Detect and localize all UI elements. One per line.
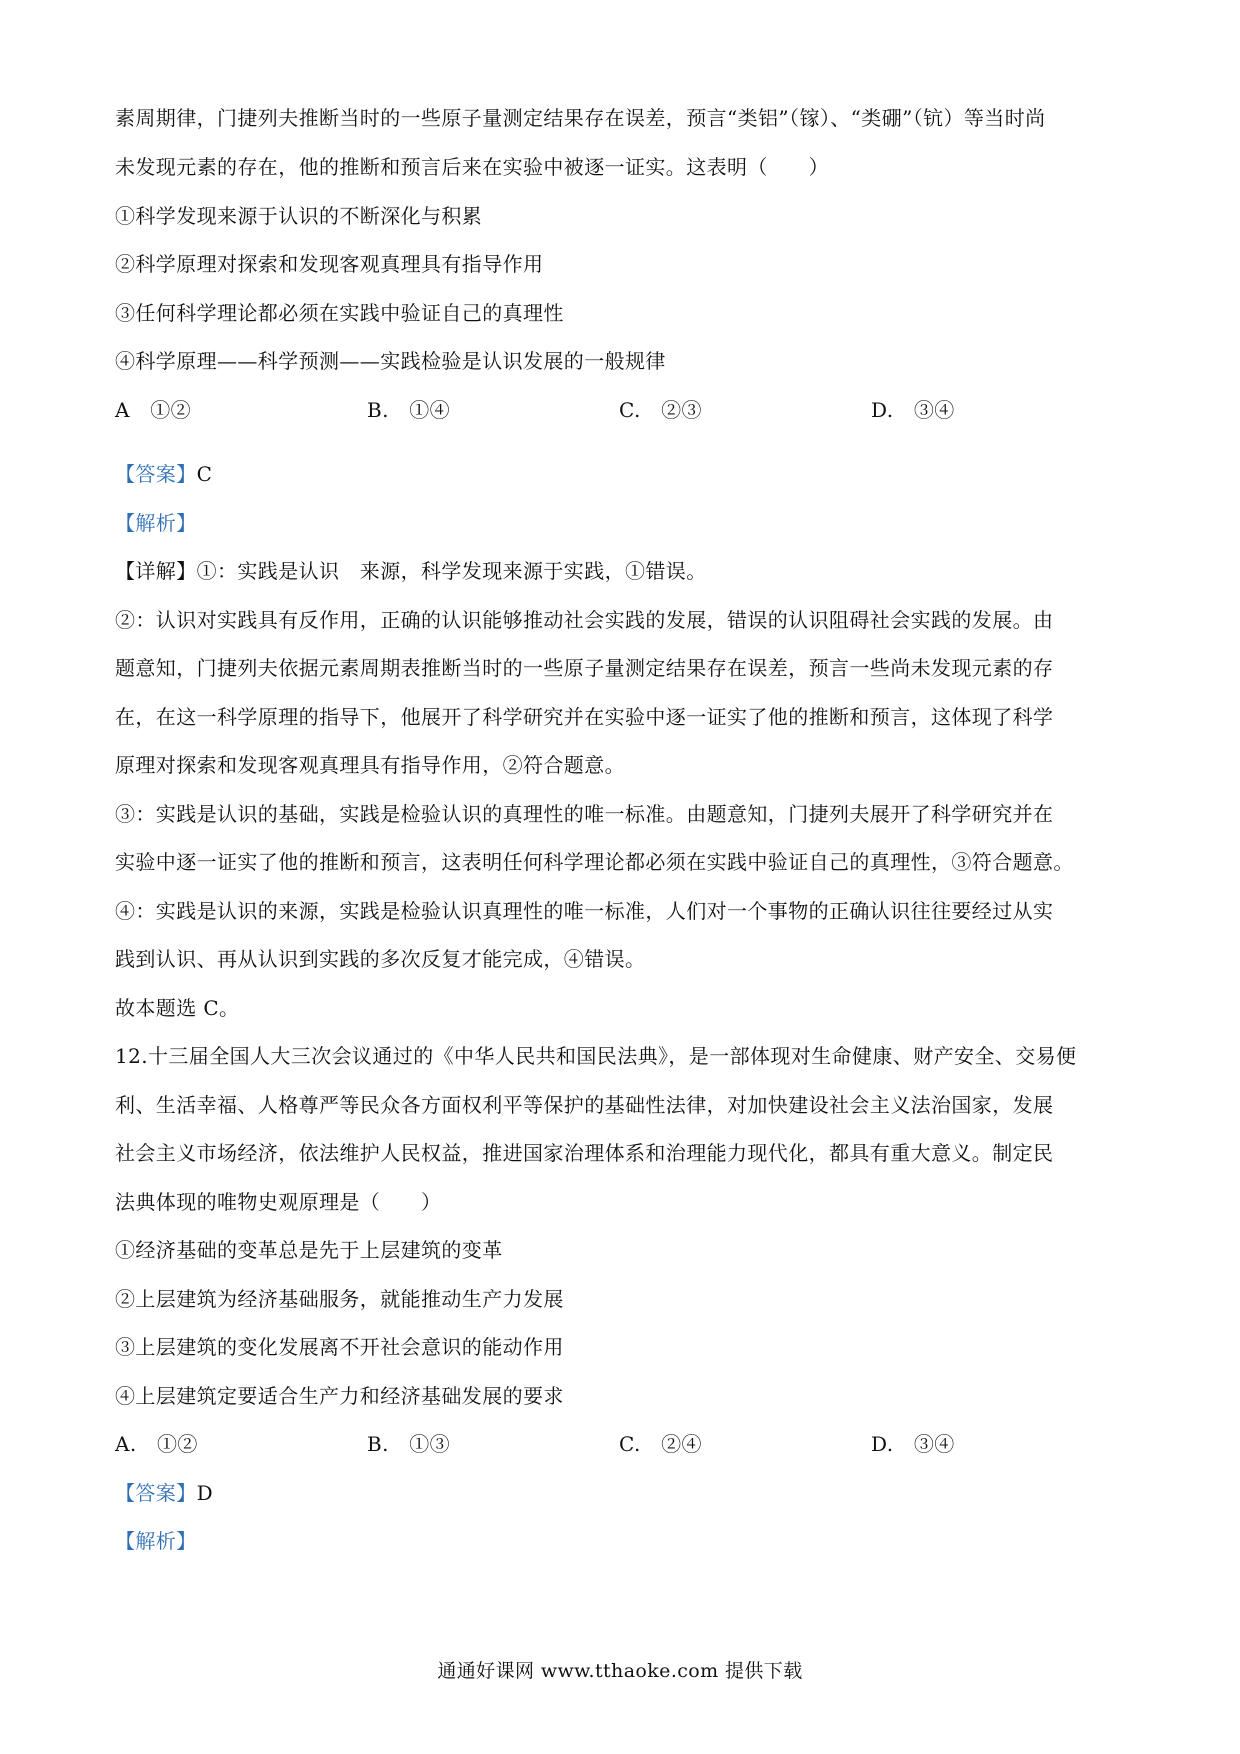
q11-stem-line-1: 素周期律，门捷列夫推断当时的一些原子量测定结果存在误差，预言“类铝”（镓）、“类硼”（钪）等当时尚 xyxy=(115,106,1046,130)
q11-answer-tag: 【答案】 xyxy=(115,462,197,486)
q12-stem-line-2: 利、生活幸福、人格尊严等民众各方面权利平等保护的基础性法律，对加快建设社会主义法治国家，发展 xyxy=(115,1093,1054,1117)
q11-detail-line-4: 在，在这一科学原理的指导下，他展开了科学研究并在实验中逐一证实了他的推断和预言，这体现了科学 xyxy=(115,705,1054,729)
q11-option-c: C. ②③ xyxy=(619,398,702,422)
q12-option-b: B. ①③ xyxy=(367,1432,451,1456)
q12-answer xyxy=(115,1479,1135,1507)
q11-detail-line-6: ③：实践是认识的基础，实践是检验认识的真理性的唯一标准。由题意知，门捷列夫展开了科学研究并在 xyxy=(115,802,1054,826)
q11-detail-line-1: 【详解】①：实践是认识 来源，科学发现来源于实践，①错误。 xyxy=(115,559,707,583)
q12-answer-tag: 【答案】 xyxy=(115,1481,197,1505)
q12-stem-line-4: 法典体现的唯物史观原理是（ ） xyxy=(115,1190,442,1214)
q11-stem-line-2: 未发现元素的存在，他的推断和预言后来在实验中被逐一证实。这表明（ ） xyxy=(115,155,829,179)
q12-item-2: ②上层建筑为经济基础服务，就能推动生产力发展 xyxy=(115,1287,564,1311)
q12-option-a: A. ①② xyxy=(115,1432,198,1456)
q12-item-4: ④上层建筑定要适合生产力和经济基础发展的要求 xyxy=(115,1384,564,1408)
q11-item-4: ④科学原理——科学预测——实践检验是认识发展的一般规律 xyxy=(115,349,666,373)
q12-answer-value: D xyxy=(196,1481,214,1505)
q11-detail-line-2: ②：认识对实践具有反作用，正确的认识能够推动社会实践的发展，错误的认识阻碍社会实践的发展。由 xyxy=(115,608,1054,632)
q12-analysis-tag: 【解析】 xyxy=(115,1529,197,1553)
q11-item-2: ②科学原理对探索和发现客观真理具有指导作用 xyxy=(115,252,544,276)
q12-option-d: D. ③④ xyxy=(871,1432,955,1456)
q11-option-a: A ①② xyxy=(115,398,192,422)
q11-item-3: ③任何科学理论都必须在实践中验证自己的真理性 xyxy=(115,301,564,325)
q11-detail-line-3: 题意知，门捷列夫依据元素周期表推断当时的一些原子量测定结果存在误差，预言一些尚未发现元素的存 xyxy=(115,656,1054,680)
q11-detail-line-7: 实验中逐一证实了他的推断和预言，这表明任何科学理论都必须在实践中验证自己的真理性，③符合题意。 xyxy=(115,850,1074,874)
q11-answer xyxy=(115,460,1135,488)
q11-detail-line-8: ④：实践是认识的来源，实践是检验认识真理性的唯一标准，人们对一个事物的正确认识往往要经过从实 xyxy=(115,899,1054,923)
q11-answer-value: C xyxy=(196,462,213,486)
q12-option-c: C. ②④ xyxy=(619,1432,702,1456)
page-footer: 通通好课网 www.tthaoke.com 提供下载 xyxy=(437,1660,803,1682)
q11-analysis-tag: 【解析】 xyxy=(115,511,197,535)
q11-detail-line-9: 践到认识、再从认识到实践的多次反复才能完成，④错误。 xyxy=(115,947,646,971)
q11-option-b: B. ①④ xyxy=(367,398,451,422)
q11-item-1: ①科学发现来源于认识的不断深化与积累 xyxy=(115,204,483,228)
q11-conclusion: 故本题选 C。 xyxy=(115,996,240,1020)
q12-item-1: ①经济基础的变革总是先于上层建筑的变革 xyxy=(115,1238,503,1262)
q12-item-3: ③上层建筑的变化发展离不开社会意识的能动作用 xyxy=(115,1335,564,1359)
q11-option-d: D. ③④ xyxy=(871,398,955,422)
q12-stem-line-1: 12.十三届全国人大三次会议通过的《中华人民共和国民法典》，是一部体现对生命健康、财产安全、交易便 xyxy=(115,1044,1077,1068)
q11-detail-line-5: 原理对探索和发现客观真理具有指导作用，②符合题意。 xyxy=(115,753,625,777)
q12-stem-line-3: 社会主义市场经济，依法维护人民权益，推进国家治理体系和治理能力现代化，都具有重大意义。制定民 xyxy=(115,1141,1054,1165)
